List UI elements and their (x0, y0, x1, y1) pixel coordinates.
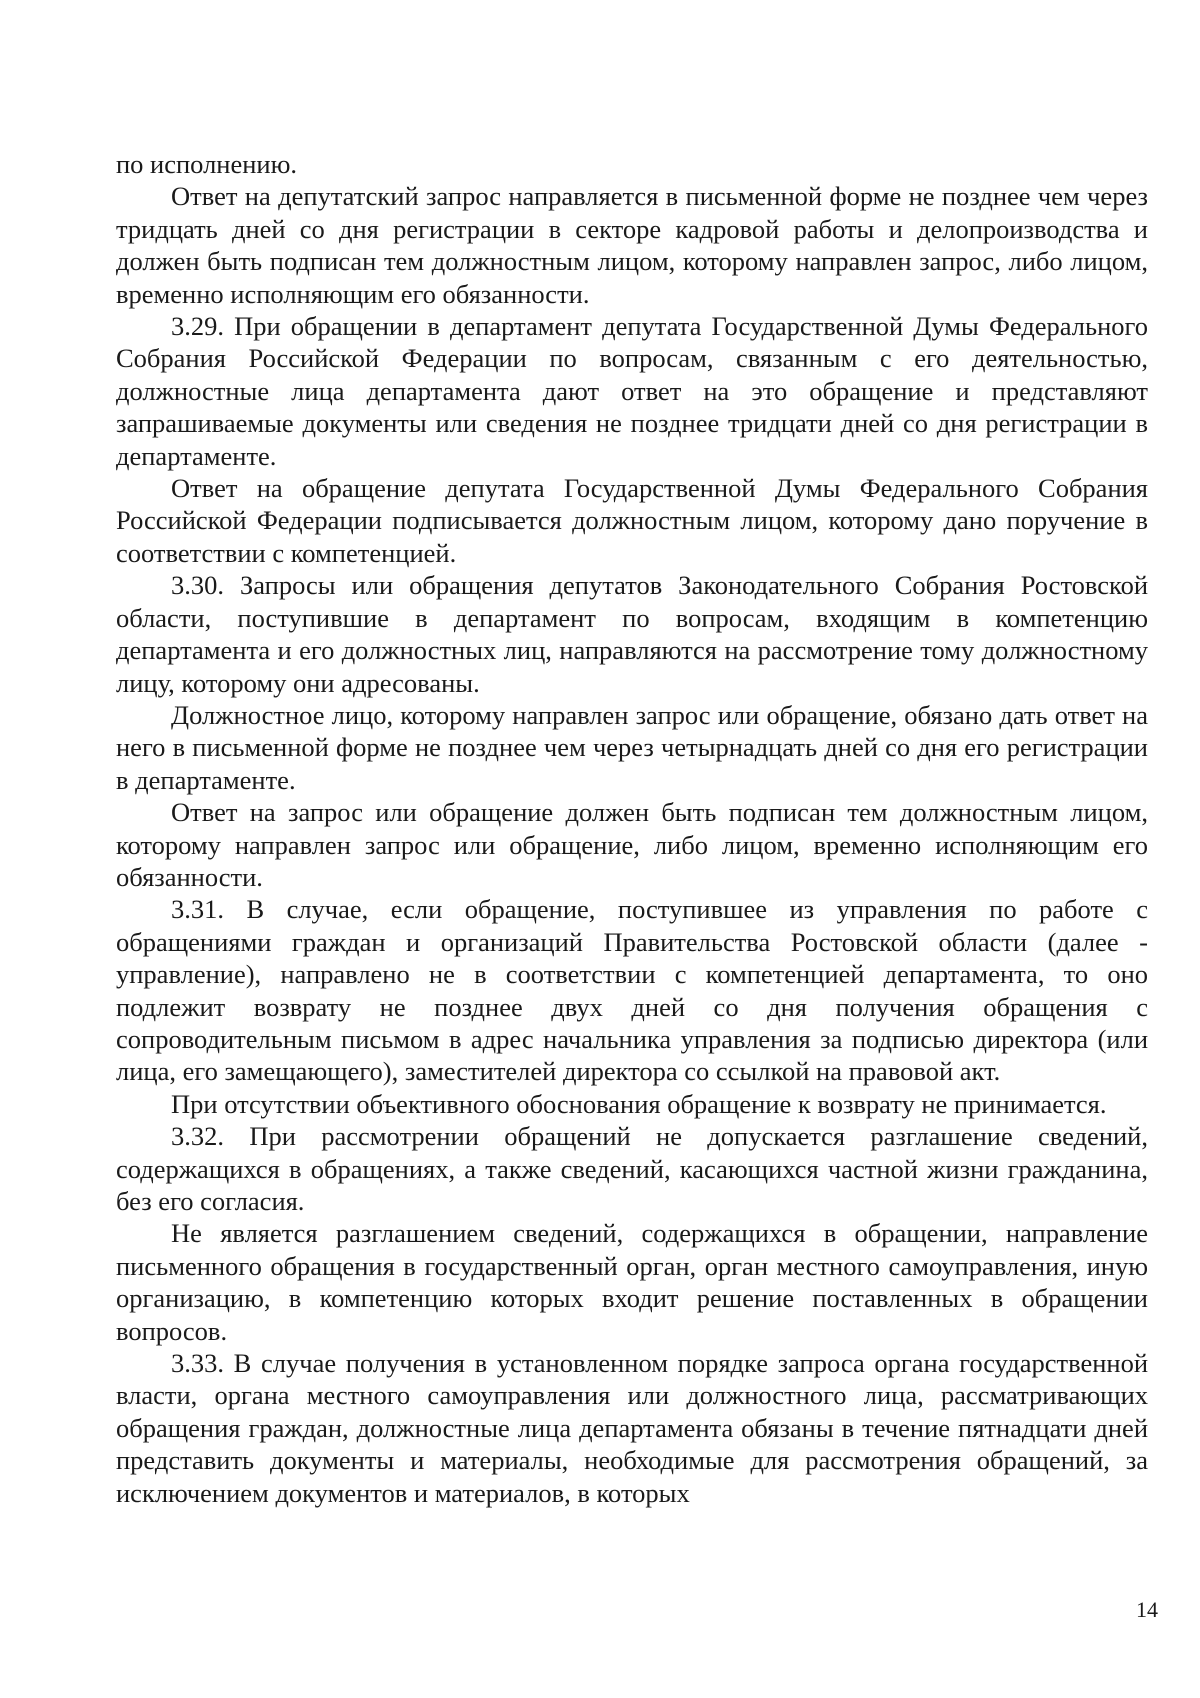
paragraph: Ответ на обращение депутата Государственной Думы Федерального Собрания Российской Федерации подписывается должностным лицом, которому дано поручение в соответствии с компетенцией. (116, 473, 1148, 568)
paragraph-3-32: 3.32. При рассмотрении обращений не допускается разглашение сведений, содержащихся в обращениях, а также сведений, касающихся частной жизни гражданина, без его согласия. (116, 1121, 1148, 1216)
paragraph-3-30: 3.30. Запросы или обращения депутатов Законодательного Собрания Ростовской области, поступившие в департамент по вопросам, входящим в компетенцию департамента и его должностных лиц, направляются на рассмотрение тому должностному лицу, которому они адресованы. (116, 570, 1148, 698)
paragraph-continuation: по исполнению. (116, 149, 298, 179)
paragraph: Не является разглашением сведений, содержащихся в обращении, направление письменного обращения в государственный орган, орган местного самоуправления, иную организацию, в компетенцию которых входит решение поставленных в обращении вопросов. (116, 1218, 1148, 1346)
document-body (116, 148, 1148, 1509)
paragraph-3-31: 3.31. В случае, если обращение, поступившее из управления по работе с обращениями граждан и организаций Правительства Ростовской области (далее - управление), направлено не в соответствии с компетенцией департамента, то оно подлежит возврату не позднее двух дней со дня получения обращения с сопроводительным письмом в адрес начальника управления за подписью директора (или лица, его замещающего), заместителей директора со ссылкой на правовой акт. (116, 894, 1148, 1087)
paragraph: Должностное лицо, которому направлен запрос или обращение, обязано дать ответ на него в письменной форме не позднее чем через четырнадцать дней со дня его регистрации в департаменте. (116, 699, 1148, 795)
paragraph: Ответ на запрос или обращение должен быть подписан тем должностным лицом, которому направлен запрос или обращение, либо лицом, временно исполняющим его обязанности. (116, 797, 1148, 892)
paragraph-3-33: 3.33. В случае получения в установленном порядке запроса органа государственной власти, органа местного самоуправления или должностного лица, рассматривающих обращения граждан, должностные лица департамента обязаны в течение пятнадцати дней представить документы и материалы, необходимые для рассмотрения обращений, за исключением документов и материалов, в которых (116, 1348, 1148, 1508)
paragraph: При отсутствии объективного обоснования обращение к возврату не принимается. (171, 1088, 1107, 1119)
page-number: 14 (1136, 1597, 1158, 1622)
paragraph: Ответ на депутатский запрос направляется в письменной форме не позднее чем через тридцать дней со дня регистрации в секторе кадровой работы и делопроизводства и должен быть подписан тем должностным лицом, которому направлен запрос, либо лицом, временно исполняющим его обязанности. (116, 181, 1148, 309)
paragraph-3-29: 3.29. При обращении в департамент депутата Государственной Думы Федерального Собрания Российской Федерации по вопросам, связанным с его деятельностью, должностные лица департамента дают ответ на это обращение и представляют запрашиваемые документы или сведения не позднее тридцати дней со дня регистрации в департаменте. (116, 311, 1148, 471)
